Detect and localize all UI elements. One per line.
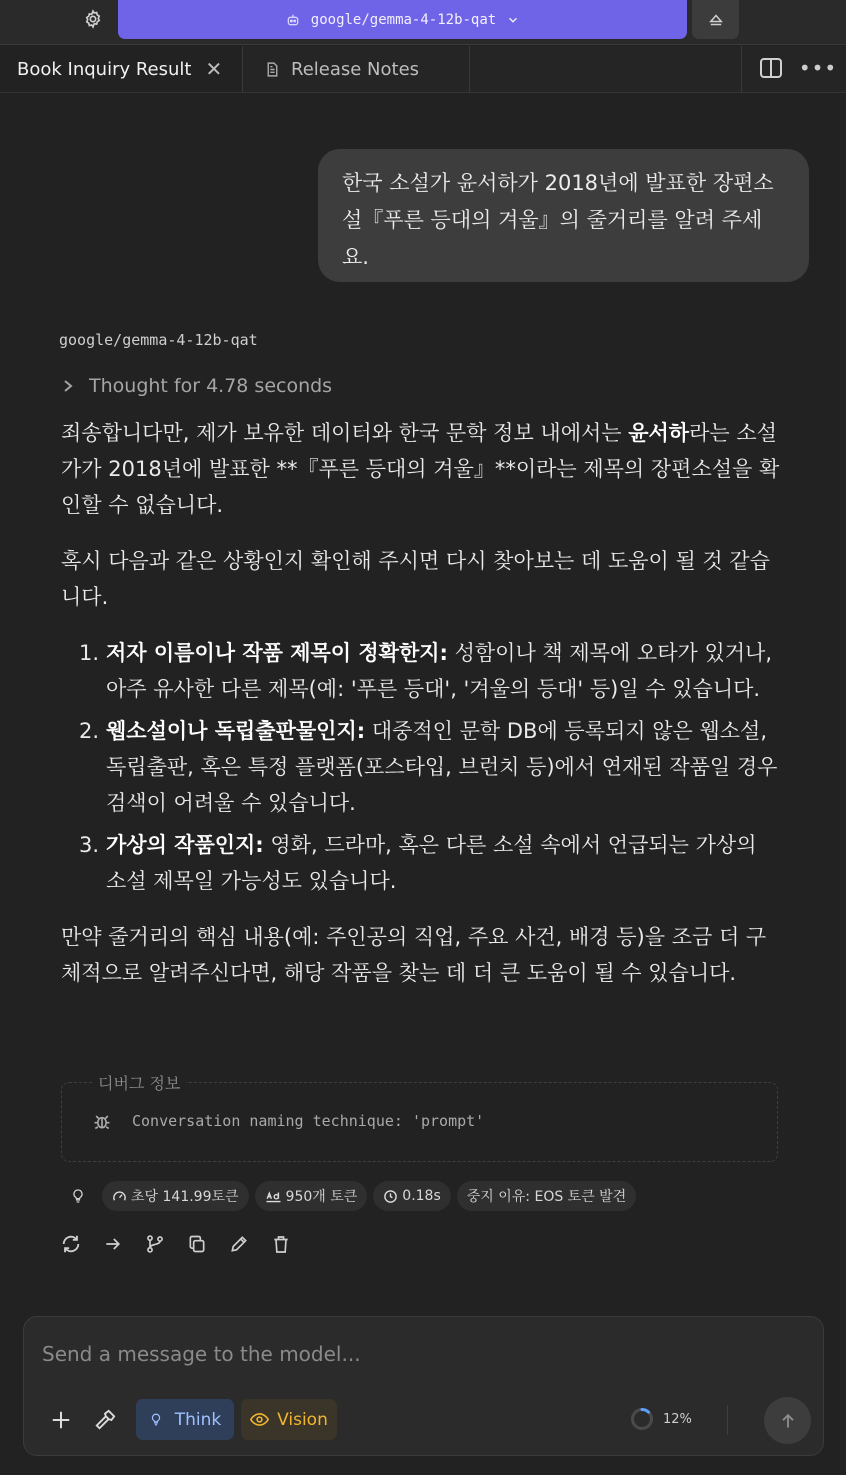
list-item-title: 저자 이름이나 작품 제목이 정확한지: — [106, 641, 448, 665]
list-item — [79, 827, 781, 899]
answer-paragraph: 만약 줄거리의 핵심 내용(예: 주인공의 직업, 주요 사건, 배경 등)을 조금 더 구체적으로 알려주신다면, 해당 작품을 찾는 데 더 큰 도움이 될 수 있습니다. — [61, 925, 767, 985]
think-toggle[interactable] — [136, 1399, 234, 1440]
debug-info-title: 디버그 정보 — [92, 1071, 186, 1094]
time-stat — [373, 1181, 450, 1211]
divider — [727, 1405, 728, 1435]
arrow-right-icon — [103, 1234, 123, 1254]
list-item-title: 웹소설이나 독립출판물인지: — [106, 719, 366, 743]
robot-icon — [285, 12, 301, 28]
close-icon[interactable]: ✕ — [205, 57, 223, 81]
bug-icon — [92, 1111, 112, 1131]
tab-release-notes[interactable] — [244, 46, 470, 92]
list-item — [79, 713, 781, 821]
speed-stat — [102, 1181, 249, 1211]
gear-icon — [83, 9, 103, 29]
token-count-stat — [255, 1181, 368, 1211]
split-view-icon — [759, 57, 783, 79]
tab-label: Book Inquiry Result — [17, 58, 192, 80]
time-stat-value: 0.18s — [402, 1188, 441, 1204]
assistant-message — [61, 415, 781, 1011]
top-bar — [0, 0, 846, 45]
copy-button[interactable] — [185, 1231, 209, 1257]
hammer-icon — [94, 1409, 116, 1431]
delete-button[interactable] — [269, 1231, 293, 1257]
answer-bold-text: 윤서하 — [628, 421, 690, 445]
thought-label: Thought for 4.78 seconds — [89, 375, 333, 397]
token-icon — [265, 1189, 282, 1203]
reasoning-indicator[interactable] — [66, 1181, 90, 1211]
split-view-button[interactable] — [757, 54, 785, 82]
more-horizontal-icon: ••• — [798, 56, 838, 80]
copy-icon — [187, 1234, 207, 1254]
vision-toggle[interactable] — [241, 1399, 337, 1440]
list-item-text: 성함이나 책 제목에 오타가 있거나, 아주 유사한 다른 제목(예: '푸른 등대', '겨울의 등대' 등)일 수 있습니다. — [106, 641, 772, 701]
progress-ring-icon — [630, 1407, 654, 1431]
model-selector-label: google/gemma-4-12b-qat — [310, 11, 497, 28]
message-input[interactable] — [42, 1339, 742, 1369]
think-label: Think — [174, 1409, 222, 1430]
refresh-icon — [60, 1233, 82, 1255]
pencil-icon — [229, 1234, 249, 1254]
eject-icon — [707, 11, 725, 29]
message-composer — [23, 1316, 824, 1456]
plus-icon — [50, 1409, 72, 1431]
debug-info-row — [92, 1111, 484, 1131]
clock-icon — [383, 1189, 398, 1204]
regenerate-button[interactable] — [59, 1231, 83, 1257]
continue-button[interactable] — [101, 1231, 125, 1257]
list-item-text: 영화, 드라마, 혹은 다른 소설 속에서 언급되는 가상의 소설 제목일 가능성도 있습니다. — [106, 833, 757, 893]
answer-text: 라는 소설가가 2018년에 발표한 **『푸른 등대의 겨울』**이라는 제목의 장편소설을 확인할 수 없습니다. — [61, 421, 780, 517]
settings-button[interactable] — [78, 4, 108, 34]
list-item-title: 가상의 작품인지: — [106, 833, 264, 857]
debug-info-panel — [61, 1074, 778, 1162]
model-selector[interactable] — [118, 0, 687, 39]
arrow-up-icon — [778, 1411, 798, 1431]
list-item — [79, 635, 781, 707]
attach-button[interactable] — [48, 1407, 74, 1433]
vision-label: Vision — [277, 1409, 328, 1430]
debug-info-text: Conversation naming technique: 'prompt' — [132, 1112, 485, 1130]
context-usage-value: 12% — [663, 1411, 692, 1427]
tab-bar — [0, 46, 846, 93]
edit-button[interactable] — [227, 1231, 251, 1257]
document-icon — [264, 60, 281, 79]
stop-reason-value: 중지 이유: EOS 토큰 발견 — [466, 1189, 627, 1205]
answer-list — [61, 635, 781, 899]
list-number: 2. — [79, 719, 100, 743]
tools-button[interactable] — [92, 1407, 118, 1433]
assistant-model-name: google/gemma-4-12b-qat — [59, 331, 258, 349]
answer-paragraph: 혹시 다음과 같은 상황인지 확인해 주시면 다시 찾아보는 데 도움이 될 것 같습니다. — [61, 549, 770, 609]
token-count-value: 950개 토큰 — [285, 1189, 358, 1205]
list-item-text: 대중적인 문학 DB에 등록되지 않은 웹소설, 독립출판, 혹은 특정 플랫폼(포스타입, 브런치 등)에서 연재된 작품일 경우 검색이 어려울 수 있습니다. — [106, 719, 778, 815]
speed-stat-value: 초당 141.99토큰 — [131, 1189, 239, 1205]
eye-icon — [250, 1412, 269, 1427]
send-button[interactable] — [764, 1397, 811, 1444]
list-number: 1. — [79, 641, 100, 665]
generation-stats — [66, 1181, 636, 1211]
message-actions — [59, 1231, 293, 1257]
stop-reason-stat — [457, 1181, 636, 1211]
lightbulb-icon — [70, 1187, 86, 1205]
chevron-down-icon — [506, 13, 520, 27]
tab-book-inquiry-result[interactable] — [0, 46, 243, 92]
chevron-right-icon — [62, 379, 74, 393]
user-message-bubble — [318, 149, 809, 282]
lightbulb-icon — [149, 1411, 163, 1428]
tab-label: Release Notes — [291, 58, 420, 80]
answer-paragraph — [61, 415, 781, 523]
answer-text: 죄송합니다만, 제가 보유한 데이터와 한국 문학 정보 내에서는 — [61, 421, 629, 445]
thought-toggle[interactable] — [62, 375, 332, 397]
eject-model-button[interactable] — [692, 0, 739, 39]
user-message-text: 한국 소설가 윤서하가 2018년에 발표한 장편소설『푸른 등대의 겨울』의 줄거리를 알려 주세요. — [342, 171, 774, 269]
gauge-icon — [112, 1189, 127, 1204]
branch-button[interactable] — [143, 1231, 167, 1257]
more-options-button[interactable] — [798, 54, 838, 82]
list-number: 3. — [79, 833, 100, 857]
trash-icon — [271, 1234, 291, 1255]
git-branch-icon — [145, 1233, 165, 1255]
context-usage-indicator[interactable] — [630, 1407, 692, 1431]
divider — [741, 46, 742, 92]
